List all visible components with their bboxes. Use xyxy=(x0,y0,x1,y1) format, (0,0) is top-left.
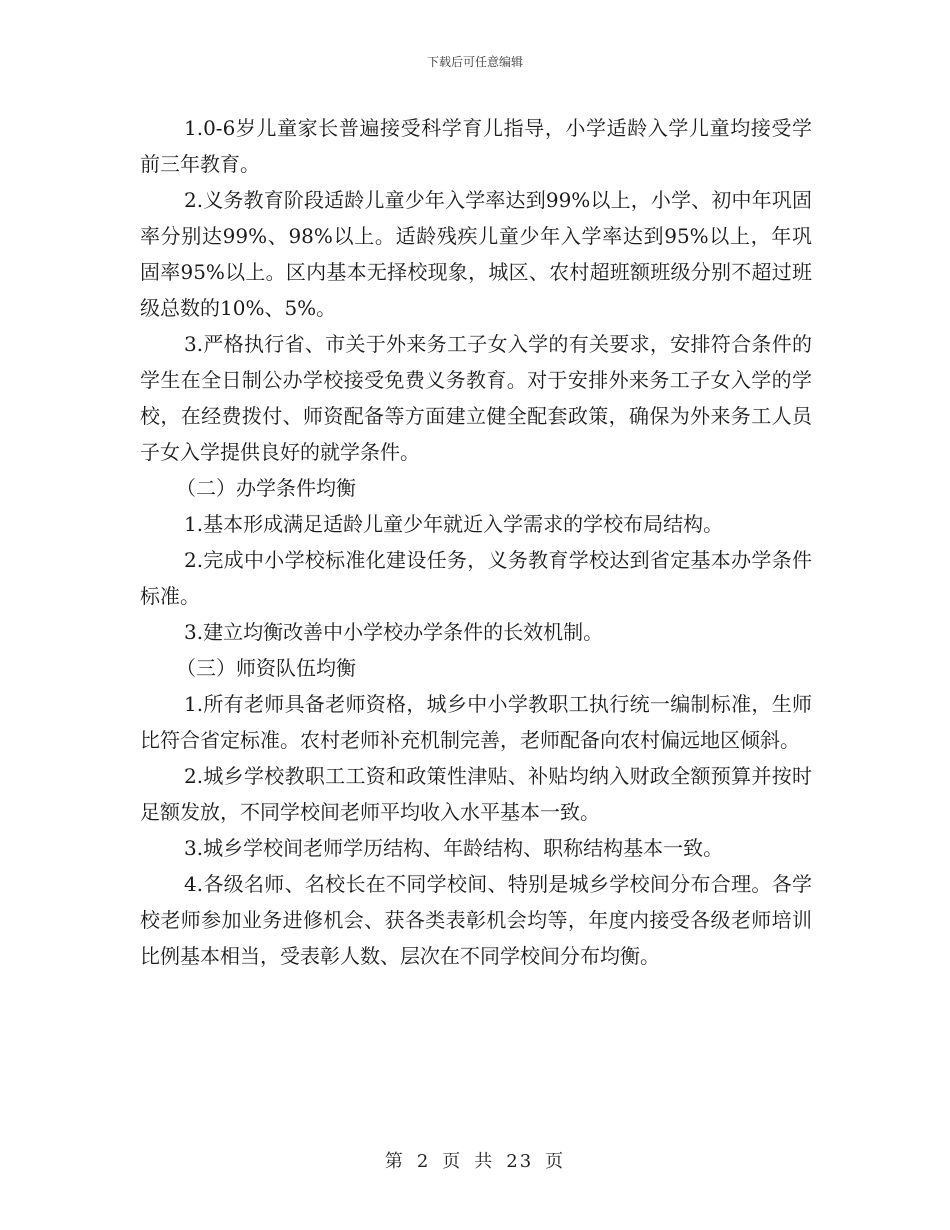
page-number-current: 2 xyxy=(416,1151,431,1172)
footer-middle-1: 页 xyxy=(442,1151,463,1172)
paragraph-9: 3.城乡学校间老师学历结构、年龄结构、职称结构基本一致。 xyxy=(184,836,724,860)
paragraph-1: 1.0-6岁儿童家长普遍接受科学育儿指导，小学适龄入学儿童均接受学前三年教育。 xyxy=(140,116,812,176)
paragraph-4: 1.基本形成满足适龄儿童少年就近入学需求的学校布局结构。 xyxy=(184,512,724,536)
paragraph-10: 4.各级名师、名校长在不同学校间、特别是城乡学校间分布合理。各学校老师参加业务进修机会、获各类表彰机会均等，年度内接受各级老师培训比例基本相当，受表彰人数、层次在不同学校间分布均衡。 xyxy=(140,872,812,968)
page-number-total: 23 xyxy=(506,1151,534,1172)
paragraph-3: 3.严格执行省、市关于外来务工子女入学的有关要求，安排符合条件的学生在全日制公办学校接受免费义务教育。对于安排外来务工子女入学的学校，在经费拨付、师资配备等方面建立健全配套政策，确保为外来务工人员子女入学提供良好的就学条件。 xyxy=(140,332,812,464)
footer-suffix: 页 xyxy=(545,1151,566,1172)
section-heading-2: （二）办学条件均衡 xyxy=(176,476,356,500)
paragraph-8: 2.城乡学校教职工工资和政策性津贴、补贴均纳入财政全额预算并按时足额发放，不同学校间老师平均收入水平基本一致。 xyxy=(140,764,812,824)
paragraph-2: 2.义务教育阶段适龄儿童少年入学率达到99%以上，小学、初中年巩固率分别达99%、98%以上。适龄残疾儿童少年入学率达到95%以上，年巩固率95%以上。区内基本无择校现象，城区、农村超班额班级分别不超过班级总数的10%、5%。 xyxy=(140,188,812,320)
paragraph-6: 3.建立均衡改善中小学校办学条件的长效机制。 xyxy=(184,620,604,644)
section-heading-3: （三）师资队伍均衡 xyxy=(176,656,356,680)
document-body xyxy=(140,110,812,974)
page-header: 下载后可任意编辑 xyxy=(426,55,523,69)
paragraph-5: 2.完成中小学校标准化建设任务，义务教育学校达到省定基本办学条件标准。 xyxy=(140,548,812,608)
footer-prefix: 第 xyxy=(384,1151,405,1172)
page-footer xyxy=(0,1147,950,1173)
footer-middle-2: 共 xyxy=(474,1151,495,1172)
paragraph-7: 1.所有老师具备老师资格，城乡中小学教职工执行统一编制标准，生师比符合省定标准。农村老师补充机制完善，老师配备向农村偏远地区倾斜。 xyxy=(140,692,812,752)
